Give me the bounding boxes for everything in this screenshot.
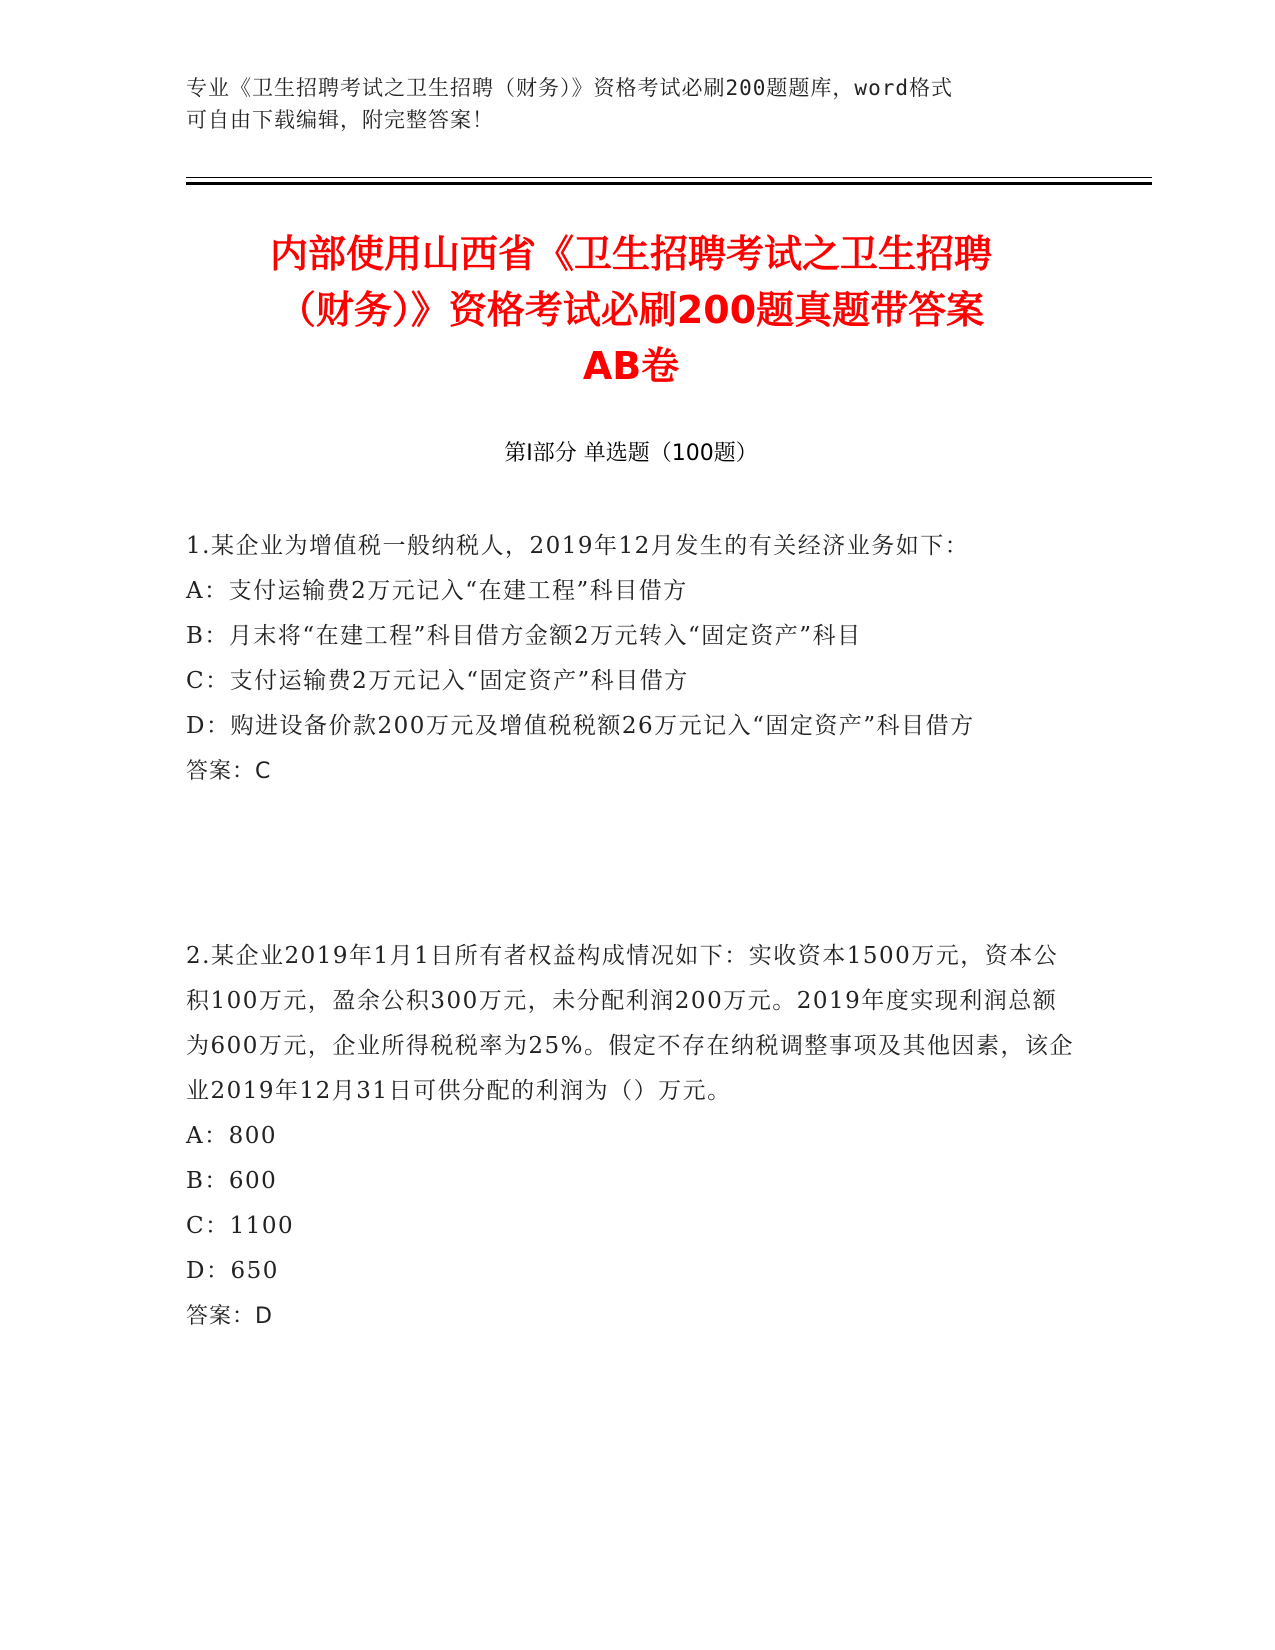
option-a: A：支付运输费2万元记入“在建工程”科目借方 bbox=[186, 578, 688, 604]
option-b: B：月末将“在建工程”科目借方金额2万元转入“固定资产”科目 bbox=[186, 623, 862, 649]
question-1 bbox=[186, 524, 1076, 794]
answer-line: 答案：D bbox=[186, 1304, 273, 1329]
question-stem: 2.某企业2019年1月1日所有者权益构成情况如下：实收资本1500万元，资本公积100万元，盈余公积300万元，未分配利润200万元。2019年度实现利润总额为600万元，企业所得税税率为25%。假定不存在纳税调整事项及其他因素，该企业2019年12月31日可供分配的利润为（）万元。 bbox=[186, 943, 1075, 1104]
question-2 bbox=[186, 934, 1076, 1339]
title-line: （财务）》资格考试必刷200题真题带答案 bbox=[277, 288, 985, 332]
option-c: C：1100 bbox=[186, 1213, 295, 1239]
question-stem: 1.某企业为增值税一般纳税人，2019年12月发生的有关经济业务如下： bbox=[186, 533, 970, 559]
header-note bbox=[186, 72, 1066, 136]
option-c: C：支付运输费2万元记入“固定资产”科目借方 bbox=[186, 668, 689, 694]
option-b: B：600 bbox=[186, 1168, 278, 1194]
section-heading: 第I部分 单选题（100题） bbox=[504, 441, 758, 466]
option-a: A：800 bbox=[186, 1123, 278, 1149]
option-d: D：650 bbox=[186, 1258, 279, 1284]
option-d: D：购进设备价款200万元及增值税税额26万元记入“固定资产”科目借方 bbox=[186, 713, 975, 739]
header-note-line: 可自由下载编辑，附完整答案！ bbox=[186, 108, 494, 132]
header-divider-thin bbox=[186, 177, 1152, 178]
header-note-line: 专业《卫生招聘考试之卫生招聘（财务）》资格考试必刷200题题库，word格式 bbox=[186, 76, 953, 100]
document-title bbox=[186, 226, 1076, 394]
header-divider-thick bbox=[186, 182, 1152, 185]
title-line: AB卷 bbox=[582, 344, 680, 388]
answer-line: 答案：C bbox=[186, 759, 272, 784]
title-line: 内部使用山西省《卫生招聘考试之卫生招聘 bbox=[269, 232, 992, 276]
